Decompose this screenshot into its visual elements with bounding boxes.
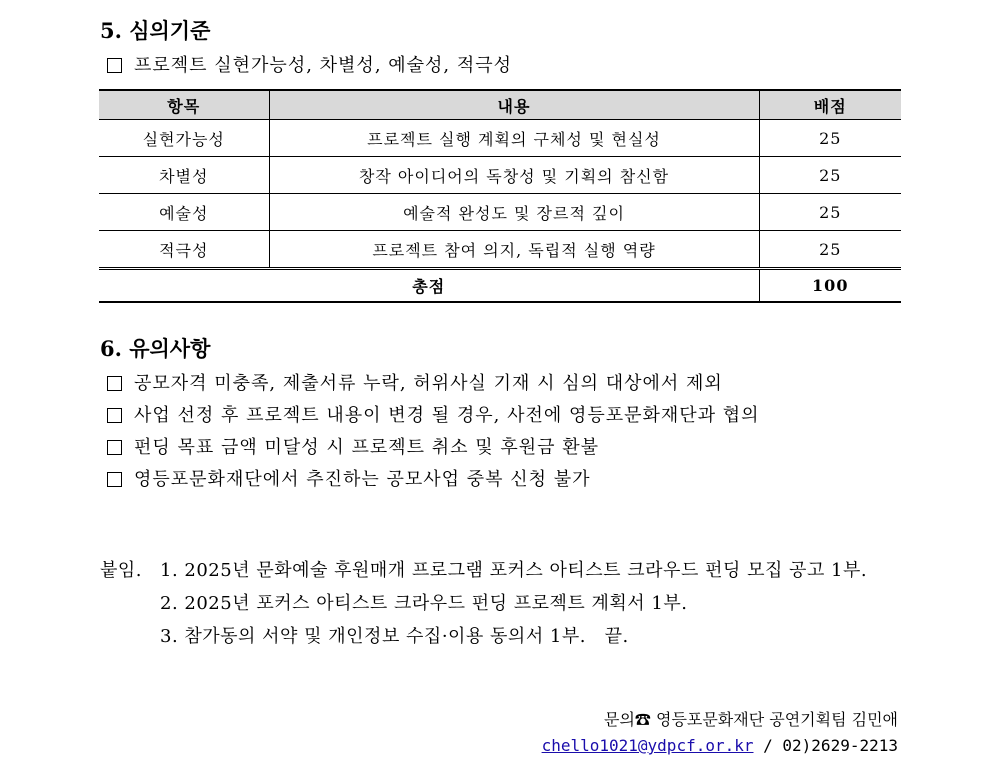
notice-item	[107, 401, 760, 427]
checkbox-square-icon	[107, 58, 122, 73]
total-label: 총점	[99, 269, 759, 303]
row-content: 프로젝트 실행 계획의 구체성 및 현실성	[269, 120, 759, 157]
section-6-title: 6. 유의사항	[100, 336, 211, 361]
attachment-item: 1. 2025년 문화예술 후원매개 프로그램 포커스 아티스트 크라우드 펀딩 모집 공고 1부.	[160, 560, 868, 581]
email-link[interactable]: chello1021@ydpcf.or.kr	[541, 736, 754, 755]
row-item: 실현가능성	[99, 120, 269, 157]
notice-text: 펀딩 목표 금액 미달성 시 프로젝트 취소 및 후원금 환불	[134, 437, 600, 458]
contact-info: 문의☎ 영등포문화재단 공연기획팀 김민애	[603, 710, 898, 729]
checkbox-square-icon	[107, 376, 122, 391]
table-header-row	[99, 90, 901, 120]
total-row	[99, 269, 901, 303]
row-item: 적극성	[99, 231, 269, 269]
notice-text: 사업 선정 후 프로젝트 내용이 변경 될 경우, 사전에 영등포문화재단과 협의	[134, 405, 760, 426]
table-row	[99, 231, 901, 269]
header-score: 배점	[759, 90, 901, 120]
row-item: 차별성	[99, 157, 269, 194]
attachment-item: 3. 참가동의 서약 및 개인정보 수집·이용 동의서 1부. 끝.	[160, 626, 629, 647]
checkbox-square-icon	[107, 440, 122, 455]
row-score: 25	[759, 194, 901, 231]
row-content: 예술적 완성도 및 장르적 깊이	[269, 194, 759, 231]
section-5-line-text: 프로젝트 실현가능성, 차별성, 예술성, 적극성	[134, 55, 513, 76]
section-5-line	[107, 51, 512, 77]
phone-number: / 02)2629-2213	[753, 736, 898, 755]
row-score: 25	[759, 231, 901, 269]
table-row	[99, 157, 901, 194]
table-row	[99, 120, 901, 157]
notice-item	[107, 369, 723, 395]
checkbox-square-icon	[107, 408, 122, 423]
notice-text: 영등포문화재단에서 추진하는 공모사업 중복 신청 불가	[134, 469, 591, 490]
row-item: 예술성	[99, 194, 269, 231]
row-score: 25	[759, 120, 901, 157]
checkbox-square-icon	[107, 472, 122, 487]
criteria-table	[99, 89, 901, 303]
contact-line	[542, 736, 898, 755]
header-content: 내용	[269, 90, 759, 120]
section-5-title: 5. 심의기준	[100, 18, 211, 43]
table-row	[99, 194, 901, 231]
row-content: 창작 아이디어의 독창성 및 기획의 참신함	[269, 157, 759, 194]
row-content: 프로젝트 참여 의지, 독립적 실행 역량	[269, 231, 759, 269]
notice-item	[107, 433, 599, 459]
notice-item	[107, 465, 591, 491]
total-score: 100	[759, 269, 901, 303]
row-score: 25	[759, 157, 901, 194]
header-item: 항목	[99, 90, 269, 120]
attachment-label: 붙임.	[100, 560, 142, 581]
notice-text: 공모자격 미충족, 제출서류 누락, 허위사실 기재 시 심의 대상에서 제외	[134, 373, 723, 394]
attachment-item: 2. 2025년 포커스 아티스트 크라우드 펀딩 프로젝트 계획서 1부.	[160, 593, 688, 614]
